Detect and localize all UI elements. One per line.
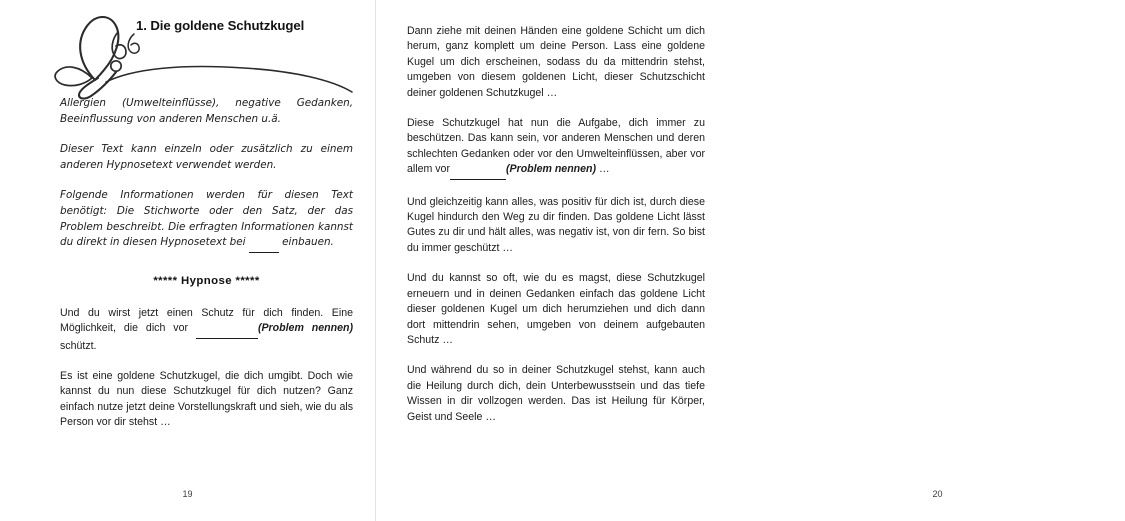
fill-in-blank[interactable] (450, 163, 506, 179)
p-dann-ziehe: Dann ziehe mit deinen Händen eine goldene Schicht um dich herum, ganz komplett um deine Person. Lass eine goldene Kugel um dich erscheinen, sodass du da mittendrin stehst, umgeben von diesem goldenen Licht, dieser Schutzschicht deiner goldenen Schutzkugel … (407, 25, 705, 99)
intro-section (60, 96, 353, 253)
p-dieser-text: Dieser Text kann einzeln oder zusätzlich zu einem anderen Hypnosetext verwendet werden. (60, 143, 353, 171)
page-title: 1. Die goldene Schutzkugel (136, 18, 305, 33)
page-number-right: 20 (932, 489, 943, 499)
left-body-section (60, 306, 353, 431)
p-gleichzeitig: Und gleichzeitig kann alles, was positiv für dich ist, durch diese Kugel hindurch den Weg zu dir finden. Das goldene Licht lässt Gutes zu dir und hält alles, was negativ ist, von dir fern. So bist du immer geschützt … (407, 195, 705, 254)
right-body-section (407, 0, 705, 425)
p-schutz-finden: Und du wirst jetzt einen Schutz für dich finden. Eine Möglichkeit, die dich vor (Problem nennen) schützt. (60, 306, 353, 352)
page-left (0, 0, 375, 521)
p-so-oft: Und du kannst so oft, wie du es magst, diese Schutzkugel erneuern und in deinen Gedanken einfach das goldene Licht dieser goldenen Kugel um dich herumziehen und dich dann dort mittendrin sehen, umgeben von deinem aufgebauten Schutz … (407, 272, 705, 346)
p-aufgabe: Diese Schutzkugel hat nun die Aufgabe, dich immer zu beschützen. Das kann sein, vor anderen Menschen und deren schlechten Gedanken oder vor den Umwelteinflüssen, aber vor allem vor (Problem nennen) … (407, 116, 705, 180)
p-folgende-infos: Folgende Informationen werden für diesen Text benötigt: Die Stichworte oder den Satz, der das Problem beschreibt. Die erfragten Informationen kannst du direkt in diesen Hypnosetext bei einbauen. (60, 188, 353, 252)
hypnose-heading: ***** Hypnose ***** (153, 274, 260, 287)
page-right (375, 0, 943, 521)
fill-in-blank[interactable] (196, 322, 258, 338)
p-goldene-schutzkugel: Es ist eine goldene Schutzkugel, die dich umgibt. Doch wie kannst du nun diese Schutzkugel für dich nutzen? Ganz einfach nutze jetzt deine Vorstellungskraft und sieh, wie du als Person vor dir stehst … (60, 369, 353, 429)
problem-placeholder-label: (Problem nennen) (257, 322, 353, 335)
p-allergien: Allergien (Umwelteinflüsse), negative Gedanken, Beeinflussung von anderen Menschen u.ä. (60, 97, 353, 125)
p-heilung: Und während du so in deiner Schutzkugel stehst, kann auch die Heilung durch dich, dein Unterbewusstsein und das tiefe Wissen in dir vollzogen werden. Das ist Heilung für Körper, Geist und Seele … (407, 364, 705, 423)
chapter-header (60, 0, 353, 96)
problem-placeholder-label: (Problem nennen) (505, 163, 597, 176)
fill-in-blank[interactable] (249, 236, 279, 253)
page-number-left: 19 (182, 489, 193, 499)
